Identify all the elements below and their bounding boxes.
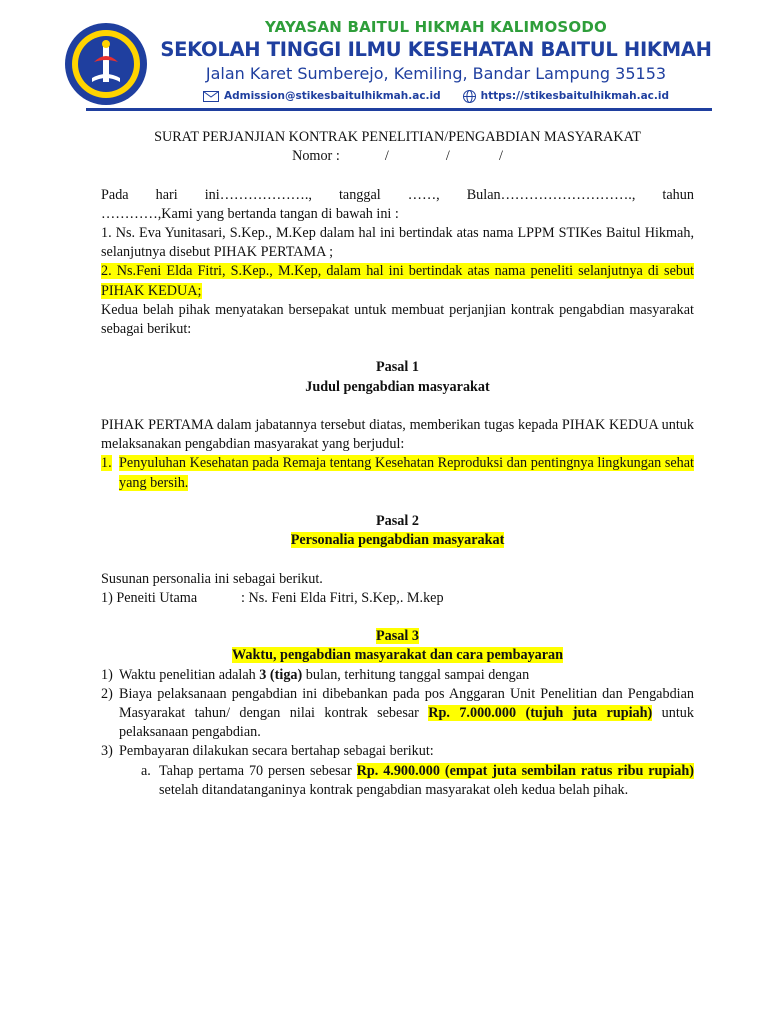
installment-value: Rp. 4.900.000 (empat juta sembilan ratus ribu rupiah) <box>356 762 694 779</box>
personnel-name: : Ns. Feni Elda Fitri, S.Kep,. M.kep <box>241 589 444 606</box>
list-item <box>101 685 694 743</box>
pasal-3-title: Pasal 3 <box>376 628 419 645</box>
pasal-1-title: Pasal 1 <box>376 359 419 376</box>
item-number: 3) <box>101 743 113 760</box>
installment-rest: setelah ditandatanganinya kontrak pengabdian masyarakat oleh kedua belah pihak. <box>159 781 629 798</box>
document-body <box>101 128 694 800</box>
intro-word: Pada <box>101 186 129 203</box>
duration-value: 3 (tiga) <box>259 666 303 683</box>
document-title: SURAT PERJANJIAN KONTRAK PENELITIAN/PENGABDIAN MASYARAKAT <box>154 129 641 145</box>
duration-text: Waktu penelitian adalah <box>119 666 260 683</box>
list-item <box>101 666 694 685</box>
intro-line-2: …………,Kami yang bertanda tangan di bawah ini : <box>101 205 399 222</box>
cost-text: Biaya pelaksanaan pengabdian ini dibebankan pada pos Anggaran Unit Penelitian dan Pengabdian Masyarakat tahun/ dengan nilai kontrak sebesar <box>119 685 694 721</box>
pasal-2-subtitle: Personalia pengabdian masyarakat <box>290 532 505 549</box>
item-number: 2) <box>101 685 113 702</box>
duration-rest: bulan, terhitung tanggal sampai dengan <box>302 666 530 683</box>
agreement-statement: Kedua belah pihak menyatakan bersepakat untuk membuat perjanjian kontrak pengabdian masyarakat sebagai berikut: <box>101 301 694 338</box>
intro-line-1 <box>101 186 694 205</box>
personnel-row <box>101 589 694 608</box>
intro-word: tanggal <box>338 186 381 203</box>
item-number: 1. <box>101 455 112 472</box>
nomor-slash: / <box>384 148 389 165</box>
personnel-role: 1) Peneiti Utama <box>101 589 198 606</box>
research-title-item <box>101 454 694 492</box>
intro-word: hari <box>155 186 178 203</box>
intro-word: ……, <box>407 186 440 203</box>
globe-icon <box>463 90 476 103</box>
letterhead-divider <box>86 108 712 111</box>
item-letter: a. <box>141 762 151 779</box>
cost-rest: untuk pelaksanaan pengabdian. <box>119 705 694 741</box>
intro-word: ini………………., <box>204 186 312 203</box>
nomor-label: Nomor : <box>292 148 340 165</box>
pasal-1-subtitle: Judul pengabdian masyarakat <box>305 378 490 395</box>
email-text: Admission@stikesbaitulhikmah.ac.id <box>223 90 441 102</box>
foundation-name: YAYASAN BAITUL HIKMAH KALIMOSODO <box>265 18 607 36</box>
institution-logo <box>64 22 148 106</box>
contract-value: Rp. 7.000.000 (tujuh juta rupiah) <box>428 705 653 721</box>
email-contact[interactable] <box>203 90 441 102</box>
document-number <box>101 147 694 166</box>
pasal-2-title: Pasal 2 <box>376 513 419 529</box>
letterhead <box>64 14 714 112</box>
research-title: Penyuluhan Kesehatan pada Remaja tentang Kesehatan Reproduksi dan pentingnya lingkungan sehat yang bersih. <box>119 455 694 491</box>
school-name: SEKOLAH TINGGI ILMU KESEHATAN BAITUL HIKMAH <box>160 38 712 61</box>
pasal-1-text: PIHAK PERTAMA dalam jabatannya tersebut diatas, memberikan tugas kepada PIHAK KEDUA untuk melaksanakan pengabdian masyarakat yang berjudul: <box>101 417 694 453</box>
pasal-2-text: Susunan personalia ini sebagai berikut. <box>101 570 323 587</box>
website-contact[interactable] <box>463 90 669 103</box>
item-number: 1) <box>101 666 113 683</box>
mail-icon <box>203 91 219 102</box>
website-text: https://stikesbaitulhikmah.ac.id <box>480 90 669 102</box>
party-two: 2. Ns.Feni Elda Fitri, S.Kep., M.Kep, dalam hal ini bertindak atas nama peneliti selanjutnya di sebut PIHAK KEDUA; <box>101 263 694 299</box>
list-item <box>101 742 694 761</box>
intro-word: Bulan………………………., <box>466 186 636 203</box>
party-one: 1. Ns. Eva Yunitasari, S.Kep., M.Kep dalam hal ini bertindak atas nama LPPM STIKes Baitul Hikmah, selanjutnya disebut PIHAK PERTAMA ; <box>101 225 694 261</box>
intro-word: tahun <box>662 186 694 203</box>
nomor-slash: / <box>498 148 503 165</box>
school-address: Jalan Karet Sumberejo, Kemiling, Bandar Lampung 35153 <box>205 64 667 83</box>
installment-text: Tahap pertama 70 persen sebesar <box>159 762 357 779</box>
sub-list-item <box>141 762 694 800</box>
pasal-3-subtitle: Waktu, pengabdian masyarakat dan cara pembayaran <box>231 647 564 664</box>
payment-text: Pembayaran dilakukan secara bertahap sebagai berikut: <box>119 743 434 760</box>
nomor-slash: / <box>445 148 450 165</box>
